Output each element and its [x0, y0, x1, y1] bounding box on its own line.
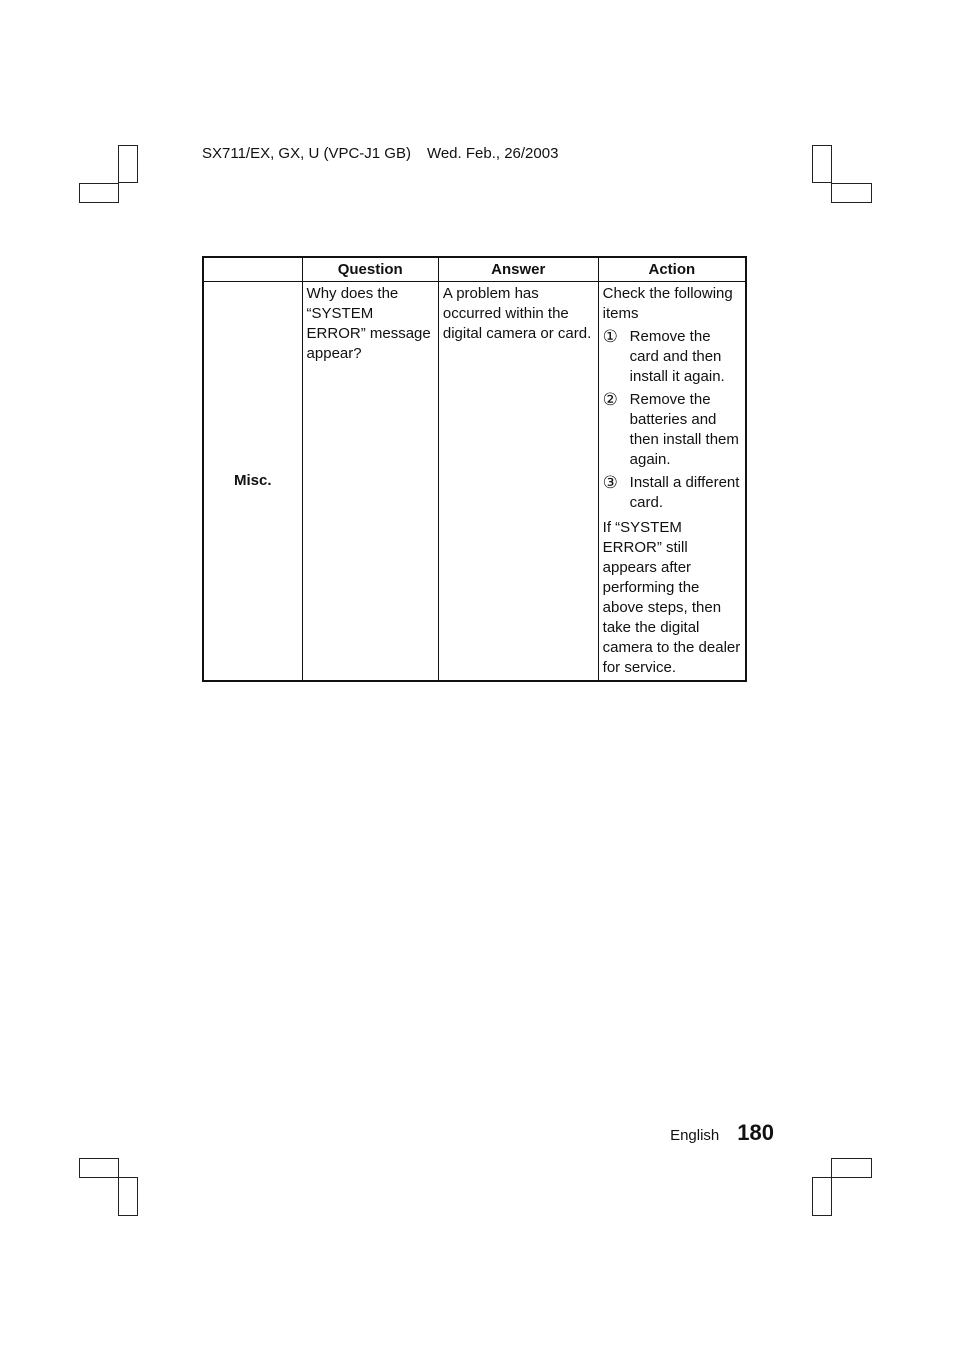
crop-mark-bottom-right-horizontal [831, 1158, 872, 1178]
table-row [203, 282, 746, 682]
crop-mark-top-left-horizontal [79, 183, 119, 203]
action-followup: If “SYSTEM ERROR” still appears after performing the above steps, then take the digital camera to the dealer for service. [602, 519, 741, 676]
step-text: Remove the batteries and then install them again. [629, 391, 739, 468]
action-step [603, 327, 741, 387]
crop-mark-top-right-vertical [812, 145, 832, 183]
category-cell: Misc. [203, 282, 302, 682]
action-intro: Check the following items [602, 285, 733, 322]
step-number: ① [602, 327, 618, 346]
question-cell: Why does the “SYSTEM ERROR” message appear? [302, 282, 438, 682]
action-step [603, 473, 741, 513]
step-text: Remove the card and then install it again. [629, 328, 725, 385]
answer-cell: A problem has occurred within the digital camera or card. [438, 282, 598, 682]
page-number: 180 [737, 1120, 774, 1145]
header-answer: Answer [438, 257, 598, 282]
header-question: Question [302, 257, 438, 282]
header-model: SX711/EX, GX, U (VPC-J1 GB) [202, 145, 411, 162]
print-header [202, 145, 558, 162]
crop-mark-bottom-left-vertical [118, 1177, 138, 1216]
header-date: Wed. Feb., 26/2003 [426, 145, 559, 162]
crop-mark-bottom-right-vertical [812, 1177, 832, 1216]
troubleshooting-table [202, 256, 747, 682]
step-number: ③ [602, 473, 618, 492]
page-footer [670, 1120, 774, 1146]
crop-mark-top-left-vertical [118, 145, 138, 183]
action-cell [598, 282, 746, 682]
header-category [203, 257, 302, 282]
step-text: Install a different card. [629, 474, 740, 511]
action-step [603, 390, 741, 470]
footer-language: English [670, 1127, 720, 1144]
crop-mark-top-right-horizontal [831, 183, 872, 203]
header-action: Action [598, 257, 746, 282]
step-number: ② [602, 390, 618, 409]
table-header-row [203, 257, 746, 282]
crop-mark-bottom-left-horizontal [79, 1158, 119, 1178]
